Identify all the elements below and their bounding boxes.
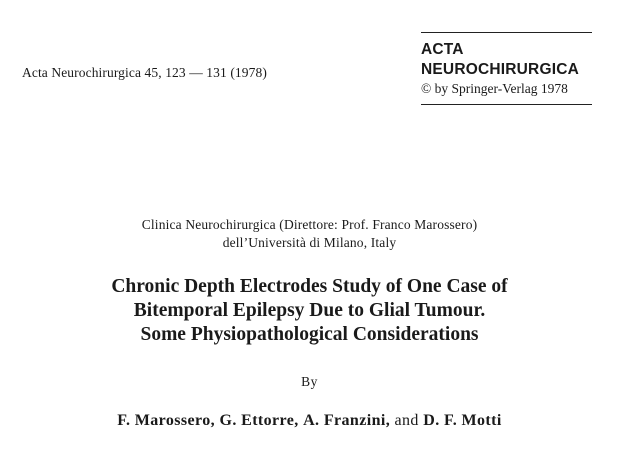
journal-masthead [421, 32, 592, 105]
title-line3: Some Physiopathological Considerations [140, 324, 479, 345]
paper-title [0, 275, 619, 347]
copyright-notice: © by Springer-Verlag 1978 [421, 81, 568, 96]
affiliation [0, 216, 619, 252]
masthead-top-rule [421, 32, 592, 33]
affiliation-line1: Clinica Neurochirurgica (Direttore: Prof. Franco Marossero) [141, 217, 478, 232]
author-1: F. Marossero, [117, 412, 216, 429]
masthead-bottom-rule [421, 104, 592, 105]
author-4: D. F. Motti [423, 412, 502, 429]
author-list [0, 412, 619, 430]
title-line2: Bitemporal Epilepsy Due to Glial Tumour. [133, 300, 486, 321]
author-conjunction: and [394, 412, 419, 429]
affiliation-line2: dell’Università di Milano, Italy [222, 235, 397, 250]
journal-name-line1: ACTA [421, 41, 464, 58]
byline: By [301, 374, 318, 389]
author-2: G. Ettorre, [219, 412, 299, 429]
title-line1: Chronic Depth Electrodes Study of One Case of [111, 276, 508, 297]
journal-name-line2: NEUROCHIRURGICA [421, 61, 579, 78]
journal-citation: Acta Neurochirurgica 45, 123 — 131 (1978) [22, 65, 267, 80]
author-3: A. Franzini, [303, 412, 391, 429]
